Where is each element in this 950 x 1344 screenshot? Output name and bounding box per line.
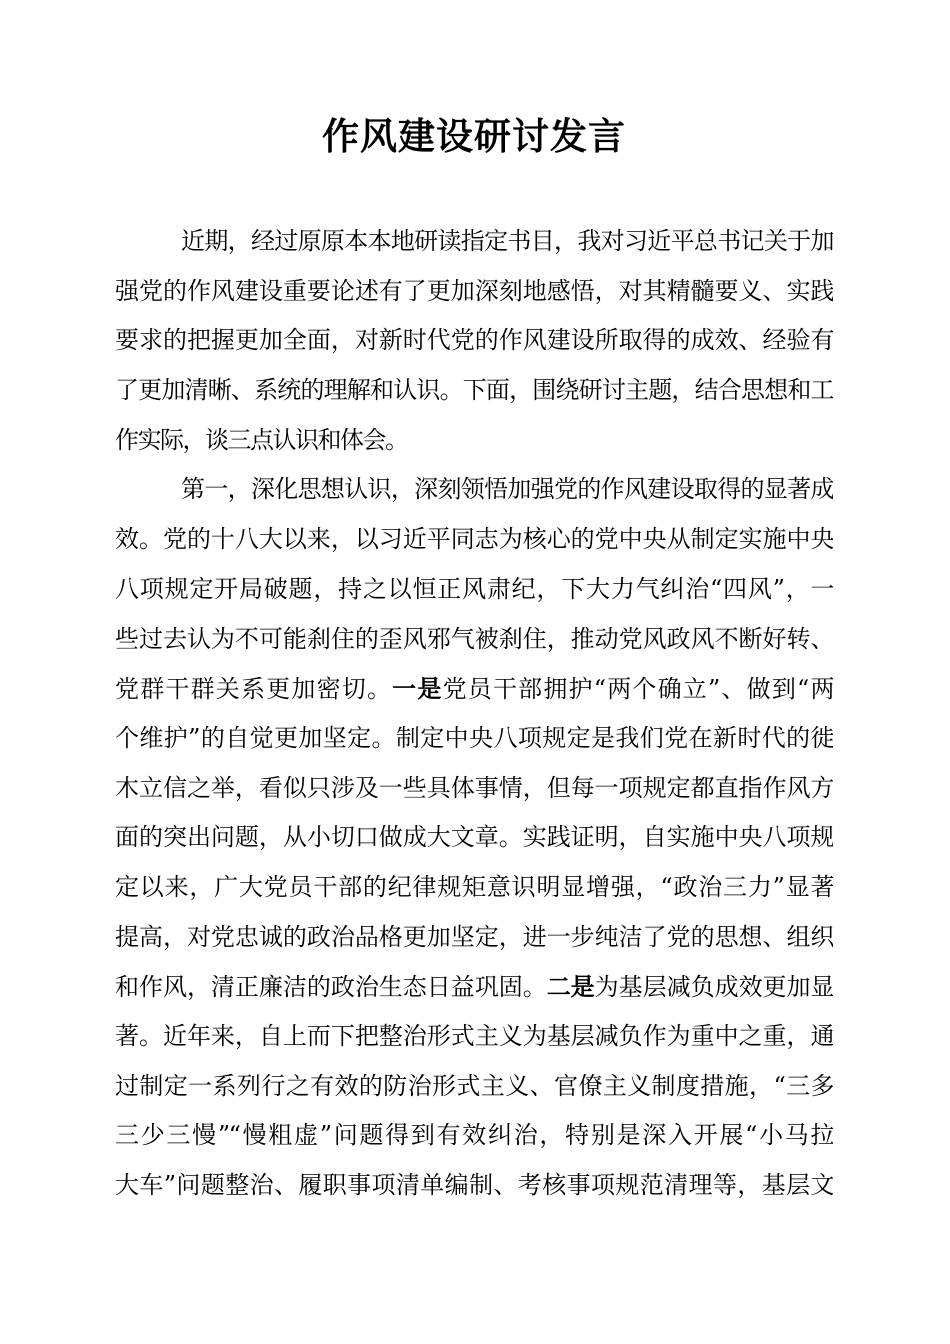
text-line [115, 962, 833, 1012]
text-segment: 提高，对党忠诚的政治品格更加坚定，进一步纯洁了党的思想、组织 [115, 922, 833, 951]
bold-text-segment: 一是 [392, 674, 443, 704]
text-segment: 作实际，谈三点认识和体会。 [115, 425, 408, 454]
text-line [115, 1012, 833, 1062]
text-segment: 些过去认为不可能刹住的歪风邪气被刹住，推动党风政风不断好转、 [115, 624, 833, 653]
text-segment: 个维护”的自觉更加坚定。制定中央八项规定是我们党在新时代的徙 [115, 723, 833, 752]
text-segment: 大车”问题整治、履职事项清单编制、考核事项规范清理等，基层文 [115, 1171, 833, 1200]
text-line [115, 1062, 833, 1112]
text-segment: 和作风，清正廉洁的政治生态日益巩固。 [115, 973, 547, 1002]
text-line [115, 1111, 833, 1161]
text-segment: 近期，经过原原本本地研读指定书目，我对习近平总书记关于加 [181, 227, 833, 255]
text-line [115, 366, 833, 416]
text-line [115, 267, 833, 317]
text-segment: 著。近年来，自上而下把整治形式主义为基层减负作为重中之重，通 [115, 1022, 833, 1050]
document-title: 作风建设研讨发言 [322, 114, 626, 158]
text-segment: 面的突出问题，从小切口做成大文章。实践证明，自实施中央八项规 [115, 823, 833, 852]
text-segment: 过制定一系列行之有效的防治形式主义、官僚主义制度措施，“三多 [115, 1071, 833, 1100]
text-line [115, 416, 833, 466]
text-line [115, 813, 833, 863]
text-segment: 定以来，广大党员干部的纪律规矩意识明显增强，“政治三力”显著 [115, 872, 833, 901]
text-segment: 党群干群关系更加密切。 [115, 675, 393, 704]
text-line [115, 863, 833, 913]
text-segment: 了更加清晰、系统的理解和认识。下面，围绕研讨主题，结合思想和工 [115, 376, 833, 405]
text-segment: 第一，深化思想认识，深刻领悟加强党的作风建设取得的显著成 [181, 475, 833, 504]
text-line [115, 764, 833, 814]
text-line [115, 217, 833, 267]
text-line [115, 714, 833, 764]
text-line [115, 565, 833, 615]
text-line [115, 615, 833, 665]
text-segment: 效。党的十八大以来，以习近平同志为核心的党中央从制定实施中央 [115, 525, 833, 554]
text-segment: 八项规定开局破题，持之以恒正风肃纪，下大力气纠治“四风”，一 [115, 574, 833, 603]
text-line [115, 465, 833, 515]
bold-text-segment: 二是 [546, 972, 595, 1002]
text-segment: 强党的作风建设重要论述有了更加深刻地感悟，对其精髓要义、实践 [115, 276, 833, 305]
text-segment: 党员干部拥护“两个确立”、做到“两 [442, 675, 833, 704]
text-segment: 木立信之举，看似只涉及一些具体事情，但每一项规定都直指作风方 [115, 773, 833, 802]
text-segment: 为基层减负成效更加显 [594, 973, 833, 1002]
text-line [115, 913, 833, 963]
text-line [115, 1161, 833, 1211]
text-segment: 要求的把握更加全面，对新时代党的作风建设所取得的成效、经验有 [115, 326, 833, 355]
text-segment: 三少三慢”“慢粗虚”问题得到有效纠治，特别是深入开展“小马拉 [115, 1121, 833, 1150]
text-line [115, 316, 833, 366]
document-body [115, 217, 833, 1211]
text-line [115, 515, 833, 565]
text-line [115, 664, 833, 714]
